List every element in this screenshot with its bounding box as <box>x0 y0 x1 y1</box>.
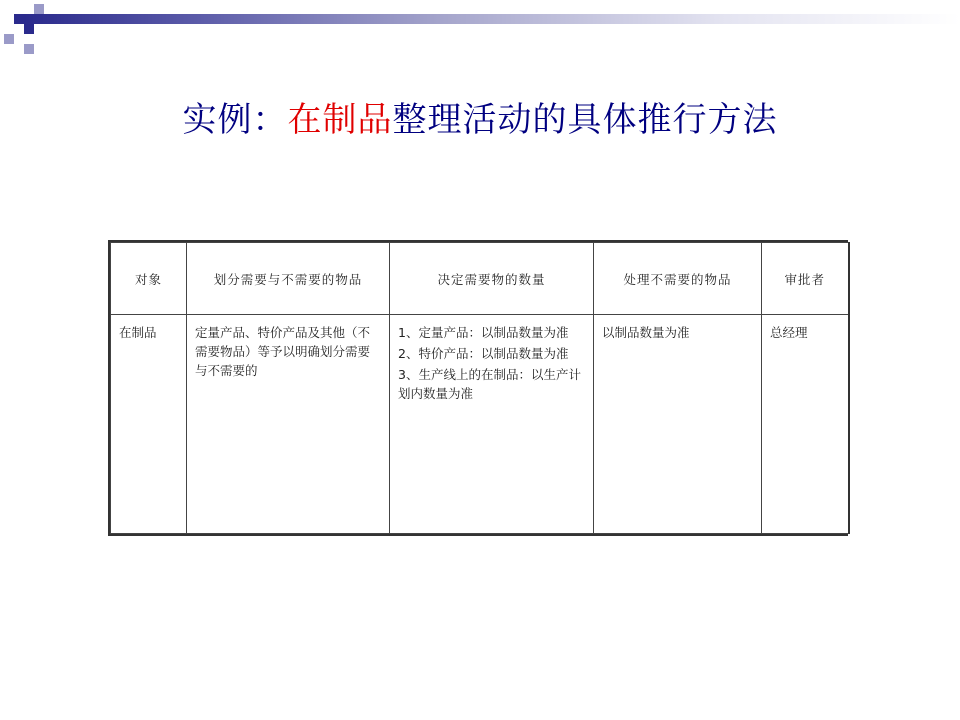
deco-gradient-band <box>24 14 960 24</box>
table-row <box>111 315 849 534</box>
deco-square <box>4 34 14 44</box>
title-suffix: 整理活动的具体推行方法 <box>392 100 778 140</box>
cell-approver: 总经理 <box>762 315 849 534</box>
header-divide: 划分需要与不需要的物品 <box>187 243 390 315</box>
table-header-row <box>111 243 849 315</box>
decide-item-2: 2、特价产品：以制品数量为准 <box>398 346 569 361</box>
header-approver: 审批者 <box>762 243 849 315</box>
deco-square <box>34 4 44 14</box>
title-highlight: 在制品 <box>287 100 393 140</box>
title-prefix: 实例： <box>182 100 288 140</box>
cell-decide <box>390 315 594 534</box>
header-decoration <box>0 0 960 60</box>
page-title <box>0 92 960 141</box>
cell-divide: 定量产品、特价产品及其他（不需要物品）等予以明确划分需要与不需要的 <box>187 315 390 534</box>
header-decide: 决定需要物的数量 <box>390 243 594 315</box>
cell-handle: 以制品数量为准 <box>594 315 762 534</box>
method-table <box>108 240 848 536</box>
header-handle: 处理不需要的物品 <box>594 243 762 315</box>
decide-item-3: 3、生产线上的在制品：以生产计划内数量为准 <box>398 367 581 401</box>
deco-square <box>24 24 34 34</box>
decide-item-1: 1、定量产品：以制品数量为准 <box>398 325 569 340</box>
deco-square <box>14 14 24 24</box>
cell-object: 在制品 <box>111 315 187 534</box>
header-object: 对象 <box>111 243 187 315</box>
deco-square <box>24 44 34 54</box>
